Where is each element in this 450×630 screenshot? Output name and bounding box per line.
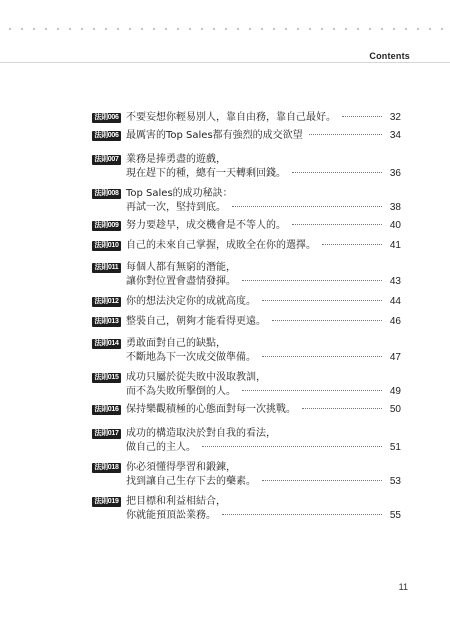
- toc-entry-last-line: [126, 111, 401, 125]
- dot-leader: [292, 172, 382, 173]
- toc-page-number[interactable]: 55: [389, 510, 401, 521]
- toc-entry-last-line: [126, 239, 401, 253]
- toc-entry-last-line: [126, 385, 401, 399]
- toc-entry-body: [126, 111, 401, 125]
- toc-page-number[interactable]: 40: [389, 220, 401, 231]
- toc-entry-title: 做自己的主人。: [126, 442, 196, 453]
- dot-leader: [262, 480, 382, 481]
- toc-entry[interactable]: [92, 427, 401, 455]
- toc-entry-body: [126, 219, 401, 233]
- decorative-dotted-border: [0, 27, 450, 31]
- toc-entry-title: 自己的未來自己掌握，成敗全在你的選擇。: [126, 240, 316, 251]
- toc-entry-body: [126, 495, 401, 523]
- toc-entry-title: 保持樂觀積極的心態面對每一次挑戰。: [126, 404, 296, 415]
- toc-entry-last-line: [126, 129, 401, 143]
- toc-page-number[interactable]: 41: [389, 240, 401, 251]
- dot-leader: [202, 446, 382, 447]
- dot-leader: [342, 116, 382, 117]
- toc-entry[interactable]: [92, 295, 401, 309]
- toc-entry-last-line: [126, 167, 401, 181]
- toc-entry-title: 你必須懂得學習和鍛鍊，: [126, 462, 236, 473]
- toc-entry-title: 找到讓自己生存下去的藥素。: [126, 476, 256, 487]
- running-header-title: Contents: [369, 51, 410, 61]
- toc-entry[interactable]: [92, 261, 401, 289]
- dot-leader: [309, 134, 382, 135]
- rule-number-badge: 法則012: [92, 297, 121, 307]
- toc-entry-body: [126, 461, 401, 489]
- toc-entry[interactable]: [92, 187, 401, 215]
- rule-number-badge: 法則017: [92, 429, 121, 439]
- toc-entry-title: 不要妄想你輕易別人，靠自由務，靠自己最好。: [126, 112, 336, 123]
- toc-entry[interactable]: [92, 129, 401, 143]
- toc-page-number[interactable]: 43: [389, 276, 401, 287]
- toc-entry-body: [126, 403, 401, 417]
- toc-entry[interactable]: [92, 111, 401, 125]
- toc-entry-last-line: [126, 509, 401, 523]
- toc-entry[interactable]: [92, 219, 401, 233]
- toc-entry-body: [126, 315, 401, 329]
- toc-entry-title: 你的想法決定你的成就高度。: [126, 296, 256, 307]
- toc-entry-line: [126, 187, 401, 201]
- toc-page-number[interactable]: 38: [389, 202, 401, 213]
- toc-entry[interactable]: [92, 461, 401, 489]
- dot-leader: [262, 356, 382, 357]
- dot-leader: [222, 514, 382, 515]
- toc-entry-title: 你就能預頂訟業務。: [126, 510, 216, 521]
- toc-entry-body: [126, 129, 401, 143]
- toc-entry[interactable]: [92, 315, 401, 329]
- dot-leader: [292, 224, 382, 225]
- toc-page-number[interactable]: 47: [389, 352, 401, 363]
- toc-entry-title: 成功的構造取決於對自我的看法，: [126, 428, 276, 439]
- rule-number-badge: 法則011: [92, 263, 121, 273]
- rule-number-badge: 法則007: [92, 155, 121, 165]
- rule-number-badge: 法則013: [92, 317, 121, 327]
- toc-entry-line: [126, 427, 401, 441]
- toc-entry-title: 每個人都有無窮的潛能，: [126, 262, 236, 273]
- toc-page-number[interactable]: 46: [389, 316, 401, 327]
- toc-entry-body: [126, 261, 401, 289]
- toc-entry[interactable]: [92, 153, 401, 181]
- toc-entry-title: 現在趕下的種，總有一天轉剩回錢。: [126, 168, 286, 179]
- toc-entry-last-line: [126, 219, 401, 233]
- toc-entry-line: [126, 461, 401, 475]
- rule-number-badge: 法則016: [92, 405, 121, 415]
- toc-entry-title: Top Sales的成功秘訣：: [126, 188, 233, 199]
- toc-entry-title: 而不為失敗所擊倒的人。: [126, 386, 236, 397]
- rule-number-badge: 法則006: [92, 131, 121, 141]
- toc-page-number[interactable]: 49: [389, 386, 401, 397]
- toc-entry-body: [126, 337, 401, 365]
- toc-page-number[interactable]: 32: [389, 112, 401, 123]
- toc-entry-last-line: [126, 475, 401, 489]
- toc-entry-title: 再試一次，堅持到底。: [126, 202, 226, 213]
- rule-number-badge: 法則019: [92, 497, 121, 507]
- toc-entry-last-line: [126, 403, 401, 417]
- toc-entry-title: 成功只屬於從失敗中汲取教訓，: [126, 372, 266, 383]
- toc-page-number[interactable]: 36: [389, 168, 401, 179]
- toc-entry-title: 讓你對位置會盡情發揮。: [126, 276, 236, 287]
- toc-entry[interactable]: [92, 337, 401, 365]
- rule-number-badge: 法則015: [92, 373, 121, 383]
- rule-number-badge: 法則018: [92, 463, 121, 473]
- toc-entry-line: [126, 337, 401, 351]
- toc-entry-body: [126, 295, 401, 309]
- rule-number-badge: 法則008: [92, 189, 121, 199]
- toc-entry-title: 最厲害的Top Sales都有強烈的成交欲望: [126, 130, 303, 141]
- dot-leader: [302, 408, 382, 409]
- toc-entry-title: 整裝自己，朝夠才能看得更遠。: [126, 316, 266, 327]
- toc-entry-title: 把目標和利益相結合，: [126, 496, 226, 507]
- dot-leader: [242, 280, 382, 281]
- toc-entry-line: [126, 261, 401, 275]
- toc-entry-last-line: [126, 275, 401, 289]
- toc-entry-body: [126, 153, 401, 181]
- toc-entry-title: 努力要趁早，成交機會是不等人的。: [126, 220, 286, 231]
- toc-entry-body: [126, 371, 401, 399]
- toc-entry-last-line: [126, 441, 401, 455]
- toc-entry-line: [126, 371, 401, 385]
- toc-entry-last-line: [126, 295, 401, 309]
- header-rule: [0, 62, 450, 63]
- rule-number-badge: 法則006: [92, 113, 121, 123]
- rule-number-badge: 法則010: [92, 241, 121, 251]
- rule-number-badge: 法則014: [92, 339, 121, 349]
- toc-entry-body: [126, 427, 401, 455]
- toc-entry-title: 不斷地為下一次成交做準備。: [126, 352, 256, 363]
- toc-entry-line: [126, 495, 401, 509]
- toc-entry[interactable]: [92, 495, 401, 523]
- dot-leader: [232, 206, 382, 207]
- dot-leader: [242, 390, 382, 391]
- toc-page-number[interactable]: 44: [389, 296, 401, 307]
- page-number: 11: [398, 582, 408, 592]
- toc-page-number[interactable]: 53: [389, 476, 401, 487]
- toc-entry-last-line: [126, 351, 401, 365]
- toc-entry[interactable]: [92, 371, 401, 399]
- dot-leader: [322, 244, 382, 245]
- toc-entry-last-line: [126, 201, 401, 215]
- toc-entry[interactable]: [92, 403, 401, 417]
- dot-leader: [272, 320, 382, 321]
- toc-entry-line: [126, 153, 401, 167]
- toc-entry[interactable]: [92, 239, 401, 253]
- toc-entry-body: [126, 239, 401, 253]
- toc-entry-body: [126, 187, 401, 215]
- rule-number-badge: 法則009: [92, 221, 121, 231]
- toc-page-number[interactable]: 34: [389, 130, 401, 141]
- toc-page-number[interactable]: 50: [389, 404, 401, 415]
- toc-entry-title: 勇敢面對自己的缺點，: [126, 338, 226, 349]
- toc-entry-last-line: [126, 315, 401, 329]
- dot-leader: [262, 300, 382, 301]
- toc-page-number[interactable]: 51: [389, 442, 401, 453]
- toc-entry-title: 業務是捧勇盡的遊戲，: [126, 154, 226, 165]
